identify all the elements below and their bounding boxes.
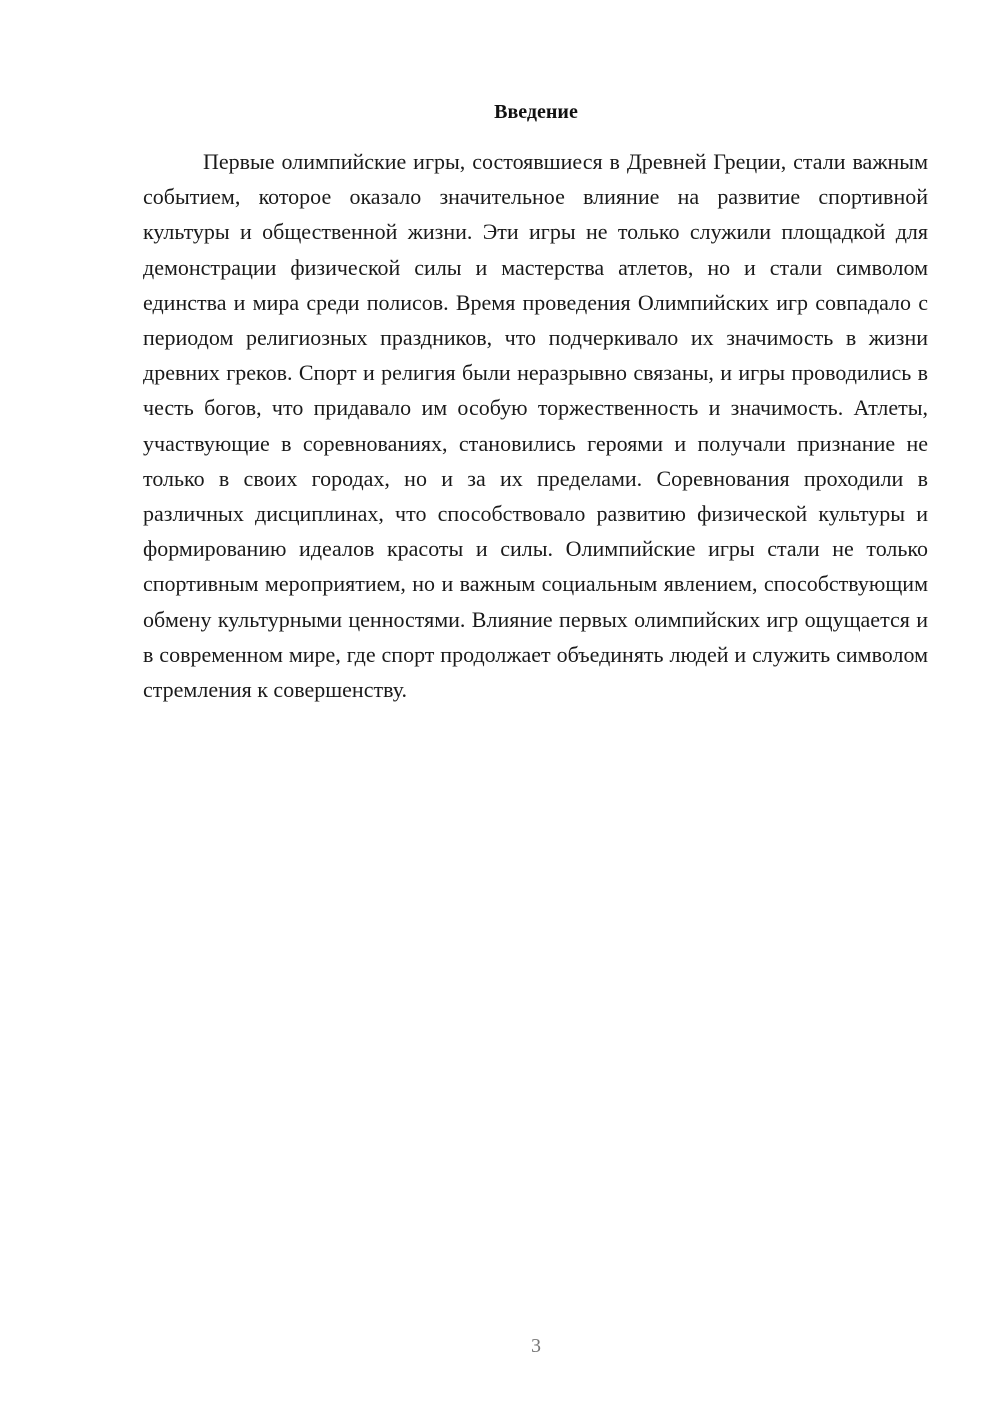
section-heading: Введение (494, 101, 578, 123)
page-number: 3 (531, 1335, 541, 1357)
body-paragraph: Первые олимпийские игры, состоявшиеся в Древней Греции, стали важным событием, которое оказало значительное влияние на развитие спортивной культуры и общественной жизни. Эти игры не только служили площадкой для демонстрации физической силы и мастерства атлетов, но и стали символом единства и мира среди полисов. Время проведения Олимпийских игр совпадало с периодом религиозных праздников, что подчеркивало их значимость в жизни древних греков. Спорт и религия были неразрывно связаны, и игры проводились в честь богов, что придавало им особую торжественность и значимость. Атлеты, участвующие в соревнованиях, становились героями и получали признание не только в своих городах, но и за их пределами. Соревнования проходили в различных дисциплинах, что способствовало развитию физической культуры и формированию идеалов красоты и силы. Олимпийские игры стали не только спортивным мероприятием, но и важным социальным явлением, способствующим обмену культурными ценностями. Влияние первых олимпийских игр ощущается и в современном мире, где спорт продолжает объединять людей и служить символом стремления к совершенству. (143, 149, 928, 703)
